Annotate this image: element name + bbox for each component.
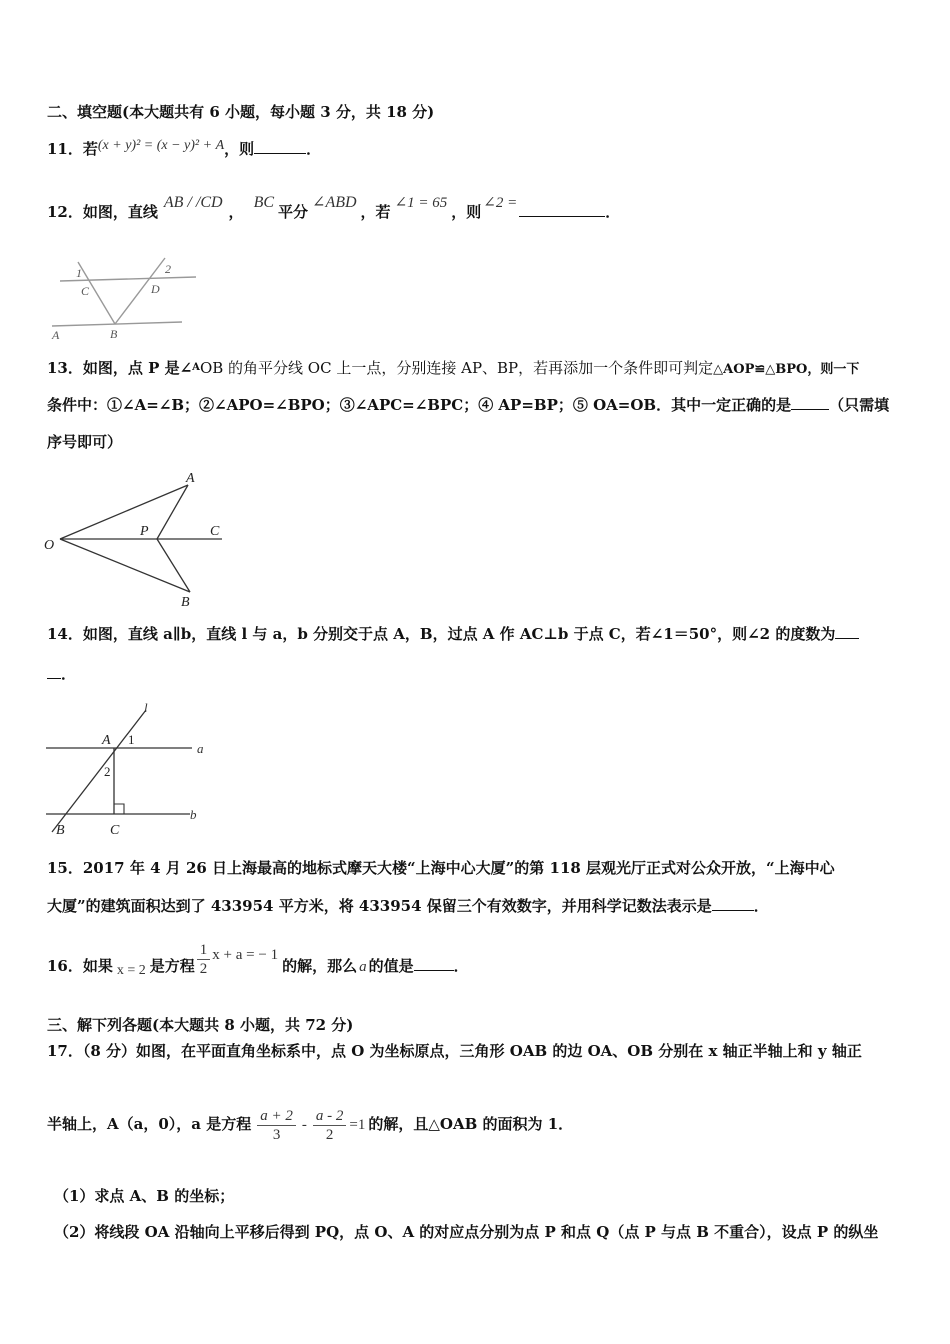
q14-label-a-line: a xyxy=(197,741,204,756)
q12-sep1: ， xyxy=(228,203,244,221)
q12-parallel: AB / /CD xyxy=(163,194,223,211)
q12-sep2: ，若 xyxy=(360,203,391,221)
q17-frac2-den: 2 xyxy=(313,1125,347,1144)
q14-label-2: 2 xyxy=(104,764,111,779)
q12-label-a: A xyxy=(52,328,60,342)
q16-answer-blank[interactable] xyxy=(414,956,454,971)
q12-end: ． xyxy=(605,203,621,221)
q12-angle2: ∠2 = xyxy=(483,195,518,211)
q16-fraction xyxy=(197,941,211,978)
q13-label-p: P xyxy=(140,524,149,539)
q14-answer-blank-a[interactable] xyxy=(835,624,859,639)
q17-frac1-den: 3 xyxy=(257,1125,296,1144)
q15-line2: 大厦”的建筑面积达到了 433954 平方米，将 433954 保留三个有效数字，并用科学记数法表示是 xyxy=(47,897,712,915)
q12-line-ab xyxy=(52,322,182,326)
q17-line2-post: 的解，且△OAB 的面积为 1． xyxy=(368,1115,574,1133)
q13-answer-blank[interactable] xyxy=(791,395,829,410)
q14-line1: 14．如图，直线 a∥b，直线 l 与 a，b 分别交于点 A，B，过点 A 作 AC⊥b 于点 C，若∠1＝50°，则∠2 的度数为 xyxy=(47,625,836,643)
q12-angle1: ∠1 = 65 xyxy=(394,195,448,211)
q12-figure xyxy=(48,252,203,344)
q17-minus: - xyxy=(301,1117,307,1133)
q11-tail: ，则 xyxy=(224,140,255,158)
q17-line2-pre: 半轴上，A（a，0），a 是方程 xyxy=(47,1115,252,1133)
q16-eq-rest: x + a = − 1 xyxy=(212,947,279,963)
q14-label-l: l xyxy=(144,700,148,715)
q11-answer-blank[interactable] xyxy=(254,139,306,154)
q17-fraction-1 xyxy=(257,1107,296,1144)
q13-line1-pre: 13．如图，点 P 是∠ xyxy=(47,359,193,377)
q15-answer-blank[interactable] xyxy=(712,896,754,911)
q15-line2-end: ． xyxy=(753,897,769,915)
question-17-part-2: （2）将线段 OA 沿轴向上平移后得到 PQ，点 O、A 的对应点分别为点 P 和点 Q（点 P 与点 B 不重合），设点 P 的纵坐 xyxy=(54,1223,879,1241)
q13-label-a: A xyxy=(186,471,195,486)
q17-frac1-num: a + 2 xyxy=(260,1107,293,1124)
question-11 xyxy=(47,139,321,161)
q13-segment-ap xyxy=(157,485,188,539)
q16-condition: x = 2 xyxy=(116,963,146,978)
q13-line1-post: OB 的角平分线 OC 上一点，分别连接 AP、BP，若再添加一个条件即可判定 xyxy=(199,359,714,377)
q13-aob-a: A xyxy=(192,362,200,373)
q16-mid: 是方程 xyxy=(149,957,195,975)
q13-line2: 条件中：①∠A=∠B；②∠APO=∠BPO；③∠APC=∠BPC；④ AP=BP；⑤ OA=OB．其中一定正确的是 xyxy=(47,396,792,414)
q12-bisect: 平分 xyxy=(278,203,309,221)
q12-label-1: 1 xyxy=(76,266,82,280)
q14-right-angle-mark xyxy=(114,804,124,814)
q13-label-b: B xyxy=(181,595,190,608)
q12-answer-blank[interactable] xyxy=(519,202,605,217)
q13-label-o: O xyxy=(44,538,55,553)
section-heading-fill-in: 二、填空题(本大题共有 6 小题，每小题 3 分，共 18 分) xyxy=(47,103,435,121)
q12-angle-abd: ∠ABD xyxy=(312,194,357,211)
q14-label-a-point: A xyxy=(102,733,111,748)
q13-segment-bp xyxy=(157,539,190,592)
q12-bc: BC xyxy=(253,194,275,211)
q13-figure xyxy=(40,468,225,608)
question-17-part-1: （1）求点 A、B 的坐标； xyxy=(54,1187,235,1205)
q12-label-2: 2 xyxy=(165,262,171,276)
q14-label-c: C xyxy=(110,823,120,838)
q13-label-c: C xyxy=(210,524,220,539)
section-heading-solve: 三、解下列各题(本大题共 8 小题，共 72 分) xyxy=(47,1016,354,1034)
question-14-line-2 xyxy=(47,664,76,684)
q16-var-a: a xyxy=(359,959,367,975)
q16-end: ． xyxy=(453,957,469,975)
q17-frac2-num: a - 2 xyxy=(315,1107,344,1124)
question-17-line-1: 17．（8 分）如图，在平面直角坐标系中，点 O 为坐标原点，三角形 OAB 的边 OA、OB 分别在 x 轴正半轴上和 y 轴正 xyxy=(47,1042,862,1060)
q17-fraction-2 xyxy=(313,1107,347,1144)
q12-label-b: B xyxy=(110,327,118,341)
q16-tail: 的解，那么 xyxy=(282,957,358,975)
question-13-line-3: 序号即可） xyxy=(47,433,123,451)
question-15-line-1: 15．2017 年 4 月 26 日上海最高的地标式摩天大楼“上海中心大厦”的第 118 层观光厅正式对公众开放，“上海中心 xyxy=(47,859,835,877)
q16-frac-den: 2 xyxy=(197,959,211,978)
q16-tail2: 的值是 xyxy=(368,957,414,975)
q11-number: 11．若 xyxy=(47,140,98,158)
q13-segment-ob xyxy=(60,539,190,592)
question-15-line-2 xyxy=(47,896,769,916)
q14-answer-blank-b[interactable] xyxy=(47,664,61,679)
question-13-line-1 xyxy=(47,358,859,381)
question-13-line-2 xyxy=(47,395,889,415)
question-16 xyxy=(47,941,469,988)
q14-label-b-line: b xyxy=(190,807,197,822)
q11-end: ． xyxy=(306,140,322,158)
q13-line2-tail: （只需填 xyxy=(829,396,890,414)
question-12 xyxy=(47,194,621,223)
question-17-line-2 xyxy=(47,1104,573,1145)
q12-label-d: D xyxy=(151,282,160,296)
q13-condition: △AOP≌△BPO，则一下 xyxy=(713,362,860,377)
q16-number: 16．如果 xyxy=(47,957,113,975)
q12-sep3: ，则 xyxy=(451,203,482,221)
q13-segment-oa xyxy=(60,485,188,539)
q17-eq: =1 xyxy=(349,1117,366,1133)
q11-formula: (x + y)² = (x − y)² + A xyxy=(97,138,225,153)
q12-number: 12．如图，直线 xyxy=(47,203,158,221)
q14-line2-end: ． xyxy=(61,665,77,683)
q16-frac-num: 1 xyxy=(199,941,208,958)
question-14-line-1 xyxy=(47,624,859,644)
q14-label-b-point: B xyxy=(56,823,65,838)
q14-figure xyxy=(40,698,220,840)
q12-label-c: C xyxy=(81,284,90,298)
q14-label-1: 1 xyxy=(128,732,135,747)
